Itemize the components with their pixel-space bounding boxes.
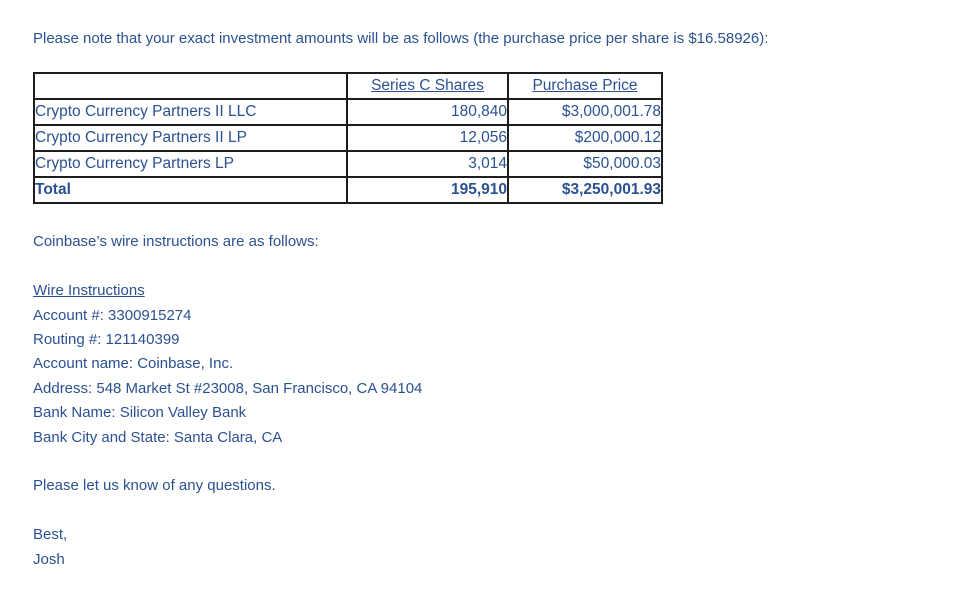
total-shares-cell: 195,910 (347, 177, 508, 203)
intro-text: Please note that your exact investment amounts will be as follows (the purchase price per share is $16.58926): (33, 30, 769, 47)
header-purchase-price: Purchase Price (508, 73, 662, 99)
price-cell: $50,000.03 (508, 151, 662, 177)
price-cell: $3,000,001.78 (508, 99, 662, 125)
table-row (34, 151, 662, 177)
address-line: Address: 548 Market St #23008, San Francisco, CA 94104 (33, 379, 423, 397)
signature-name: Josh (33, 550, 65, 568)
shares-cell: 3,014 (347, 151, 508, 177)
account-number-line: Account #: 3300915274 (33, 306, 192, 324)
signoff-text: Best, (33, 526, 68, 544)
wire-instructions-block (33, 279, 930, 450)
closing-text: Please let us know of any questions. (33, 477, 276, 495)
table-header-row (34, 73, 662, 99)
header-series-c-shares: Series C Shares (347, 73, 508, 99)
shares-cell: 180,840 (347, 99, 508, 125)
total-price-cell: $3,250,001.93 (508, 177, 662, 203)
shares-cell: 12,056 (347, 125, 508, 151)
entity-name-cell: Crypto Currency Partners II LP (34, 125, 347, 151)
entity-name-cell: Crypto Currency Partners LP (34, 151, 347, 177)
price-cell: $200,000.12 (508, 125, 662, 151)
bank-city-state-line: Bank City and State: Santa Clara, CA (33, 428, 283, 446)
wire-instructions-heading: Wire Instructions (33, 282, 145, 300)
table-total-row (34, 177, 662, 203)
wire-intro-text: Coinbase’s wire instructions are as follows: (33, 233, 319, 251)
table-row (34, 99, 662, 125)
signature-block (33, 523, 930, 572)
investment-table (33, 72, 663, 204)
routing-number-line: Routing #: 121140399 (33, 331, 180, 349)
bank-name-line: Bank Name: Silicon Valley Bank (33, 404, 247, 422)
account-name-line: Account name: Coinbase, Inc. (33, 355, 234, 373)
header-blank-cell (34, 73, 347, 99)
entity-name-cell: Crypto Currency Partners II LLC (34, 99, 347, 125)
total-label-cell: Total (34, 177, 347, 203)
table-row (34, 125, 662, 151)
